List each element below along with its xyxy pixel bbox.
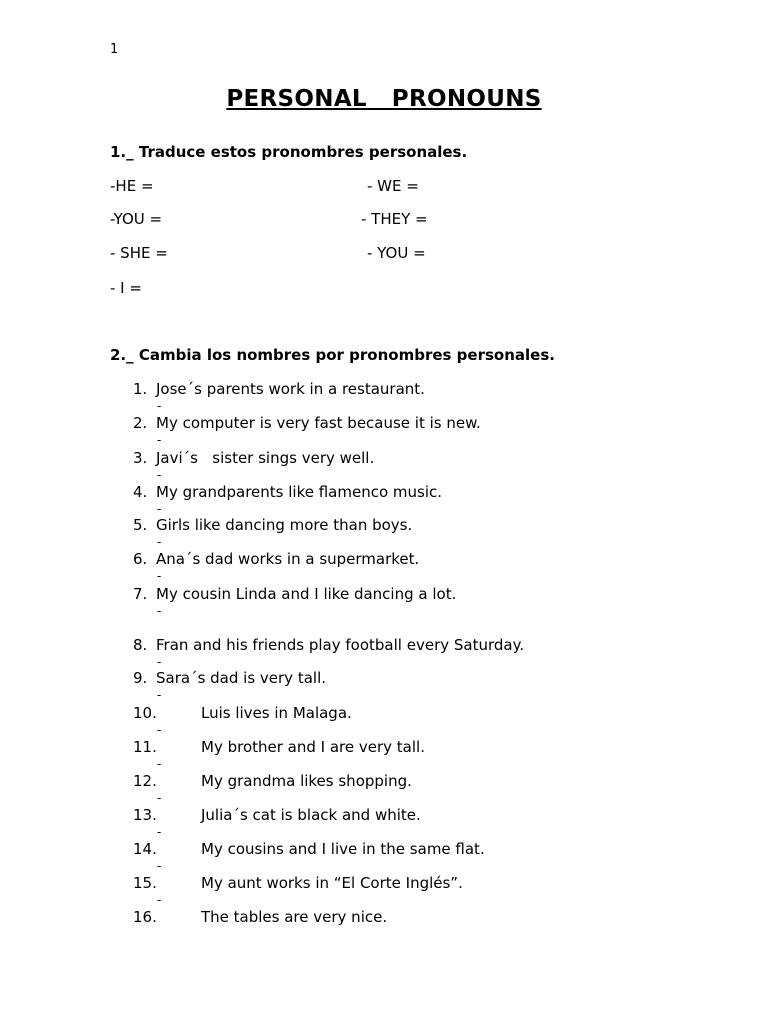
exercise-number: 3. bbox=[133, 449, 148, 467]
section2-heading: 2._ Cambia los nombres por pronombres personales. bbox=[110, 346, 555, 364]
exercise-sentence: My brother and I are very tall. bbox=[201, 738, 425, 756]
exercise-number: 4. bbox=[133, 483, 148, 501]
answer-dash: - bbox=[157, 502, 162, 516]
exercise-sentence: My grandma likes shopping. bbox=[201, 772, 412, 790]
answer-dash: - bbox=[157, 757, 162, 771]
exercise-number: 8. bbox=[133, 636, 148, 654]
answer-dash: - bbox=[157, 468, 162, 482]
pronoun-you: -YOU = bbox=[110, 210, 163, 228]
pronoun-she: - SHE = bbox=[110, 244, 168, 262]
pronoun-he: -HE = bbox=[110, 177, 154, 195]
exercise-sentence: My aunt works in “El Corte Inglés”. bbox=[201, 874, 463, 892]
exercise-sentence: Luis lives in Malaga. bbox=[201, 704, 352, 722]
exercise-sentence: My grandparents like flamenco music. bbox=[156, 483, 443, 501]
pronoun-i: - I = bbox=[110, 279, 142, 297]
exercise-number: 16. bbox=[133, 908, 157, 926]
exercise-sentence: Javi´s sister sings very well. bbox=[156, 449, 375, 467]
answer-dash: - bbox=[157, 791, 162, 805]
page-number: 1 bbox=[110, 42, 119, 57]
exercise-number: 13. bbox=[133, 806, 157, 824]
pronoun-you-plural: - YOU = bbox=[367, 244, 426, 262]
exercise-number: 12. bbox=[133, 772, 157, 790]
exercise-number: 11. bbox=[133, 738, 157, 756]
answer-dash: - bbox=[157, 825, 162, 839]
exercise-sentence: My cousins and I live in the same flat. bbox=[201, 840, 485, 858]
exercise-sentence: Jose´s parents work in a restaurant. bbox=[156, 380, 425, 398]
exercise-sentence: The tables are very nice. bbox=[201, 908, 388, 926]
answer-dash: - bbox=[157, 399, 162, 413]
page-title: PERSONAL PRONOUNS bbox=[226, 86, 542, 112]
exercise-sentence: Sara´s dad is very tall. bbox=[156, 669, 327, 687]
exercise-number: 2. bbox=[133, 414, 148, 432]
exercise-sentence: Fran and his friends play football every Saturday. bbox=[156, 636, 525, 654]
exercise-number: 14. bbox=[133, 840, 157, 858]
section1-heading: 1._ Traduce estos pronombres personales. bbox=[110, 143, 468, 161]
exercise-sentence: Julia´s cat is black and white. bbox=[201, 806, 421, 824]
answer-dash: - bbox=[157, 569, 162, 583]
exercise-number: 10. bbox=[133, 704, 157, 722]
exercise-sentence: Ana´s dad works in a supermarket. bbox=[156, 550, 420, 568]
answer-dash: - bbox=[157, 723, 162, 737]
exercise-sentence: My cousin Linda and I like dancing a lot. bbox=[156, 585, 457, 603]
exercise-number: 9. bbox=[133, 669, 148, 687]
exercise-number: 5. bbox=[133, 516, 148, 534]
answer-dash: - bbox=[157, 655, 162, 669]
answer-dash: - bbox=[157, 688, 162, 702]
exercise-number: 7. bbox=[133, 585, 148, 603]
answer-dash: - bbox=[157, 604, 162, 618]
exercise-sentence: My computer is very fast because it is new. bbox=[156, 414, 481, 432]
pronoun-we: - WE = bbox=[367, 177, 419, 195]
exercise-number: 6. bbox=[133, 550, 148, 568]
answer-dash: - bbox=[157, 859, 162, 873]
answer-dash: - bbox=[157, 893, 162, 907]
exercise-number: 15. bbox=[133, 874, 157, 892]
answer-dash: - bbox=[157, 433, 162, 447]
answer-dash: - bbox=[157, 535, 162, 549]
pronoun-they: - THEY = bbox=[361, 210, 428, 228]
exercise-sentence: Girls like dancing more than boys. bbox=[156, 516, 413, 534]
exercise-number: 1. bbox=[133, 380, 148, 398]
